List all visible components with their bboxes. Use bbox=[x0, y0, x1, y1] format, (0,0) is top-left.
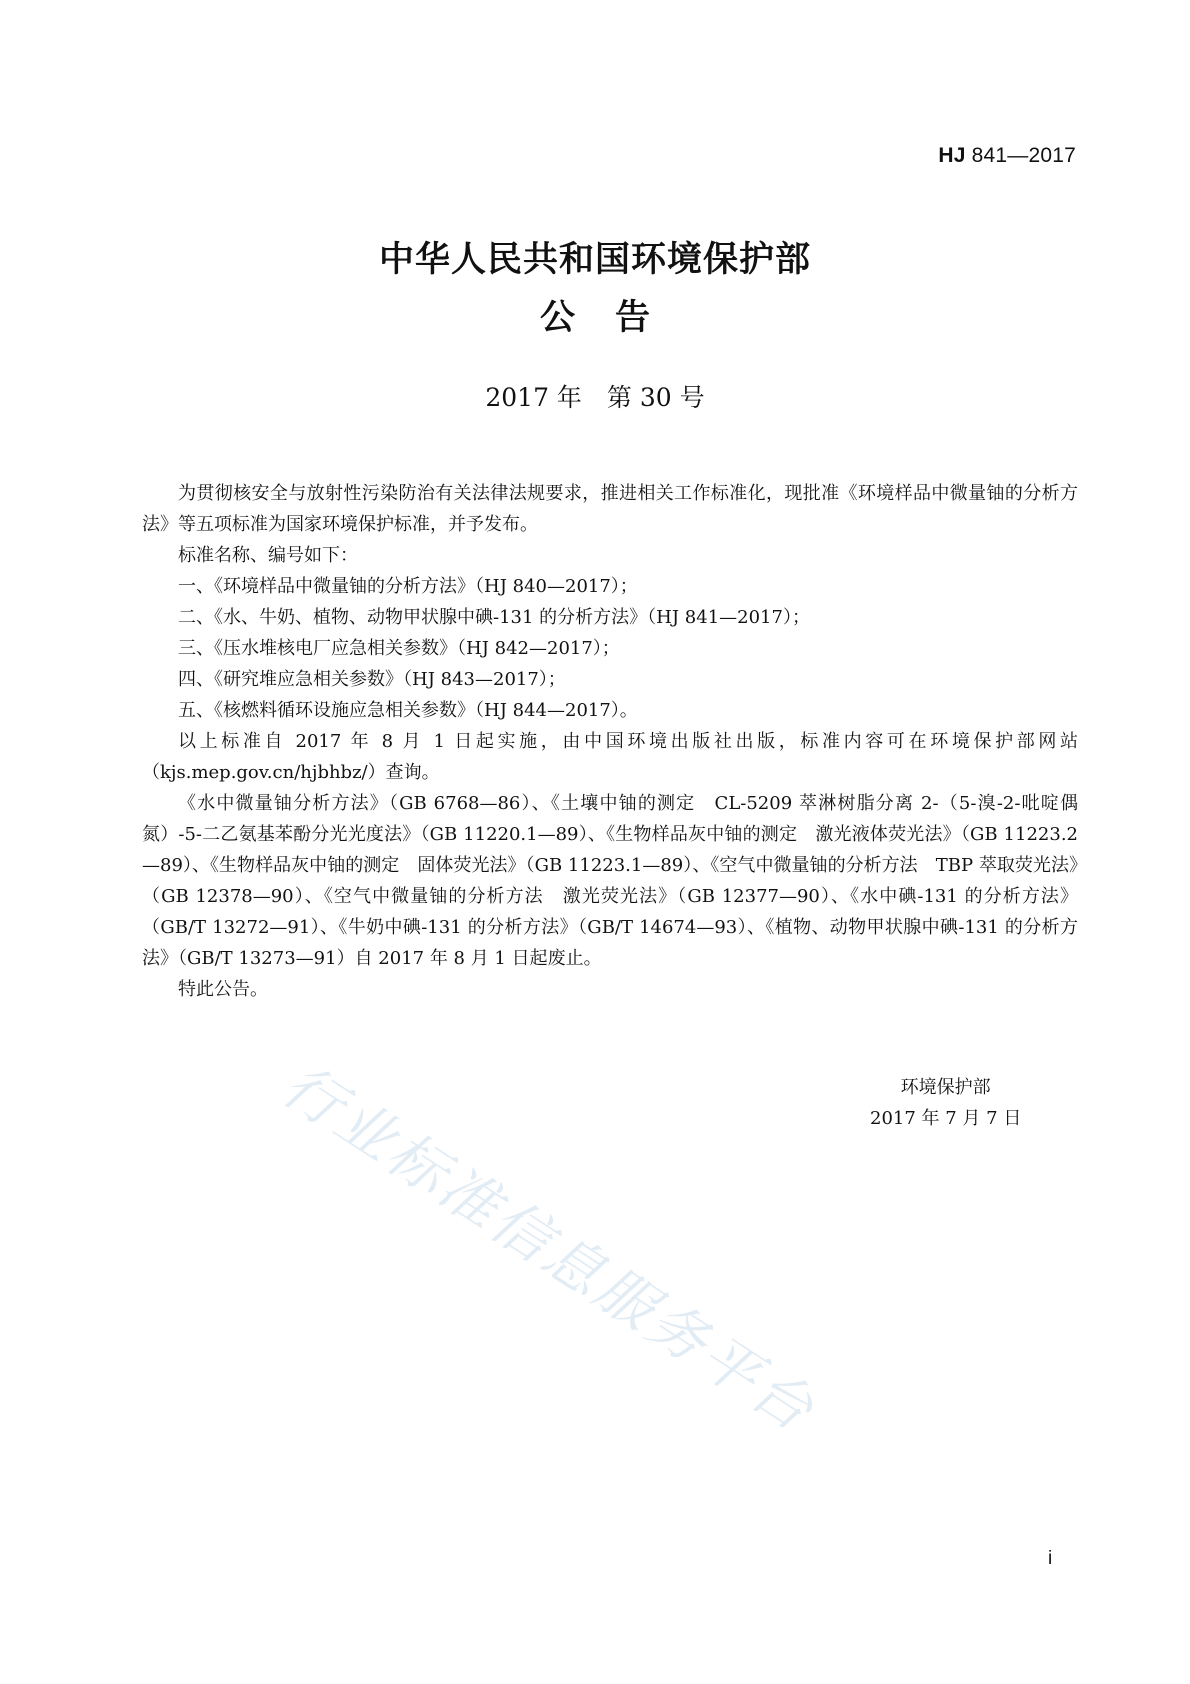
list-item-standard-3: 三、《压水堆核电厂应急相关参数》（HJ 842—2017）； bbox=[178, 638, 620, 659]
paragraph-abolished-standards: 《水中微量铀分析方法》（GB 6768—86）、《土壤中铀的测定 CL-5209 萃淋树脂分离 2-（5-溴-2-吡啶偶氮）-5-二乙氨基苯酚分光光度法》（GB 11220.1—89）、《生物样品灰中铀的测定 激光液体荧光法》（GB 11223.2—89）、《生物样品灰中铀的测定 固体荧光法》（GB 11223.1—89）、《空气中微量铀的分析方法 TBP 萃取荧光法》（GB 12378—90）、《空气中微量铀的分析方法 激光荧光法》（GB 12377—90）、《水中碘-131 的分析方法》（GB/T 13272—91）、《牛奶中碘-131 的分析方法》（GB/T 14674—93）、《植物、动物甲状腺中碘-131 的分析方法》（GB/T 13273—91）自 2017 年 8 月 1 日起废止。 bbox=[142, 793, 1078, 969]
notice-title: 公告 bbox=[539, 297, 690, 338]
list-item-standard-1: 一、《环境样品中微量铀的分析方法》（HJ 840—2017）； bbox=[178, 576, 638, 597]
signature-date: 2017 年 7 月 7 日 bbox=[870, 1108, 1022, 1129]
paragraph-list-heading: 标准名称、编号如下： bbox=[178, 545, 358, 566]
department-title: 中华人民共和国环境保护部 bbox=[378, 239, 811, 280]
paragraph-intro: 为贯彻核安全与放射性污染防治有关法律法规要求，推进相关工作标准化，现批准《环境样品中微量铀的分析方法》等五项标准为国家环境保护标准，并予发布。 bbox=[142, 483, 1078, 535]
list-item-standard-5: 五、《核燃料循环设施应急相关参数》（HJ 844—2017）。 bbox=[178, 700, 638, 721]
signature-organization: 环境保护部 bbox=[900, 1077, 991, 1098]
standard-prefix: HJ bbox=[938, 144, 966, 167]
signature-block bbox=[870, 1072, 1021, 1134]
paragraph-closing: 特此公告。 bbox=[178, 979, 268, 1000]
standard-number: 841—2017 bbox=[971, 144, 1076, 167]
paragraph-implementation: 以上标准自 2017 年 8 月 1 日起实施，由中国环境出版社出版，标准内容可在环境保护部网站（kjs.mep.gov.cn/hjbhbz/）查询。 bbox=[142, 731, 1078, 783]
page-number: i bbox=[1048, 1548, 1053, 1569]
standard-code bbox=[938, 144, 1076, 168]
list-item-standard-4: 四、《研究堆应急相关参数》（HJ 843—2017）； bbox=[178, 669, 566, 690]
notice-body bbox=[142, 478, 1078, 1005]
issue-number: 2017 年 第 30 号 bbox=[485, 383, 705, 412]
watermark: 行业标准信息服务平台 bbox=[270, 1050, 828, 1446]
list-item-standard-2: 二、《水、牛奶、植物、动物甲状腺中碘-131 的分析方法》（HJ 841—2017）； bbox=[178, 607, 810, 628]
